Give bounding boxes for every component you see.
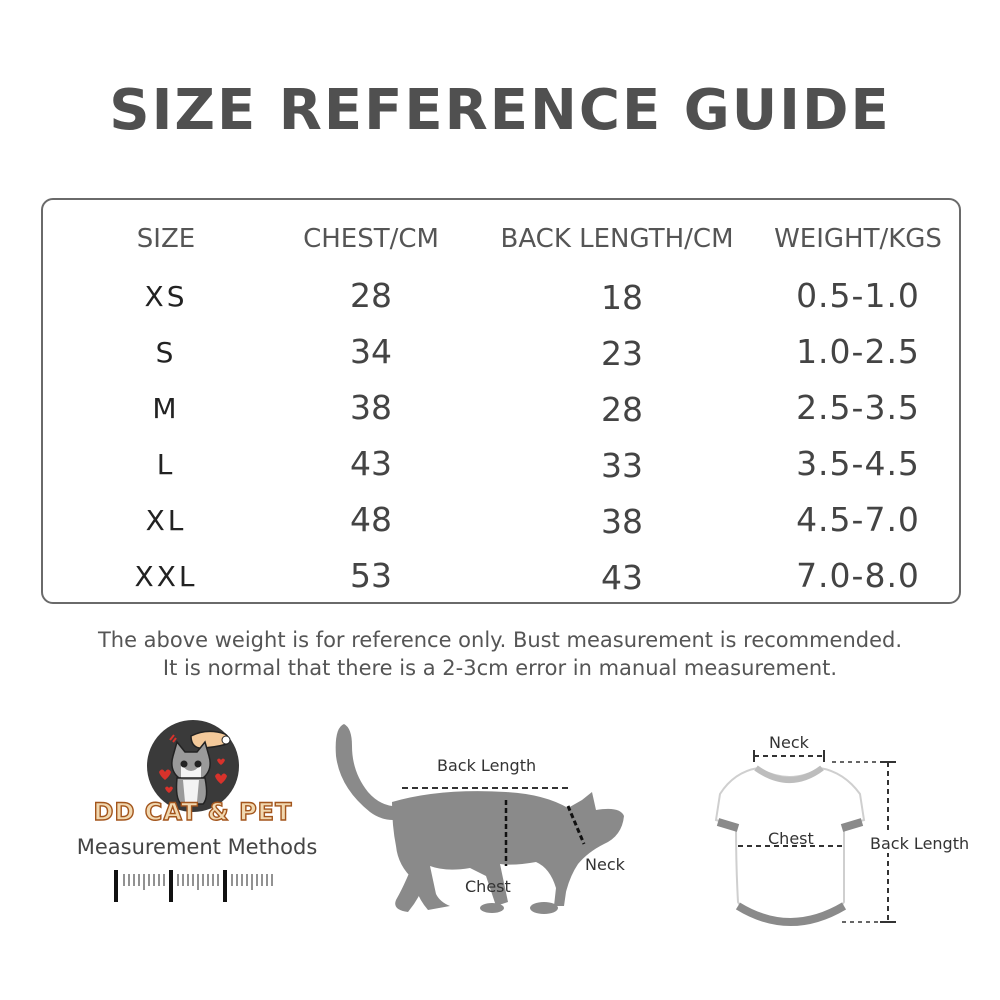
- cell-back-length: 43: [601, 558, 643, 597]
- header-weight: WEIGHT/KGS: [774, 224, 942, 254]
- cell-back-length: 28: [601, 390, 643, 429]
- cell-chest: 43: [350, 444, 392, 483]
- cell-back-length: 33: [601, 446, 643, 485]
- cell-weight: 3.5-4.5: [796, 444, 920, 483]
- note-line-1: The above weight is for reference only. Bust measurement is recommended.: [97, 628, 903, 652]
- size-table: [41, 198, 961, 604]
- cell-size: XL: [145, 504, 187, 537]
- note-line-2: It is normal that there is a 2-3cm error in manual measurement.: [162, 656, 838, 680]
- header-size: SIZE: [136, 224, 196, 254]
- cell-chest: 38: [350, 388, 392, 427]
- brand-name: DD CAT & PET: [93, 798, 293, 826]
- cell-size: L: [156, 448, 176, 481]
- shirt-back-length-label: Back Length: [870, 834, 970, 853]
- header-chest: CHEST/CM: [303, 224, 439, 254]
- cat-neck-label: Neck: [585, 855, 625, 874]
- cell-back-length: 18: [601, 278, 643, 317]
- cell-chest: 48: [350, 500, 392, 539]
- cat-chest-label: Chest: [465, 877, 511, 896]
- cell-weight: 0.5-1.0: [796, 276, 920, 315]
- cell-size: XXL: [134, 560, 198, 593]
- header-back-length: BACK LENGTH/CM: [500, 224, 734, 254]
- cell-back-length: 38: [601, 502, 643, 541]
- cat-back-length-label: Back Length: [437, 756, 537, 775]
- measurement-methods-label: Measurement Methods: [76, 835, 318, 859]
- shirt-neck-label: Neck: [769, 733, 809, 752]
- cell-size: XS: [144, 280, 188, 313]
- cell-chest: 34: [350, 332, 392, 371]
- shirt-chest-label: Chest: [768, 829, 814, 848]
- ruler-icon: [110, 868, 280, 904]
- cell-weight: 2.5-3.5: [796, 388, 920, 427]
- cell-weight: 7.0-8.0: [796, 556, 920, 595]
- page-title: SIZE REFERENCE GUIDE: [109, 78, 891, 143]
- cell-back-length: 23: [601, 334, 643, 373]
- cell-weight: 1.0-2.5: [796, 332, 920, 371]
- cell-weight: 4.5-7.0: [796, 500, 920, 539]
- cell-chest: 28: [350, 276, 392, 315]
- cell-chest: 53: [350, 556, 392, 595]
- cell-size: M: [152, 392, 180, 425]
- cell-size: S: [155, 336, 177, 369]
